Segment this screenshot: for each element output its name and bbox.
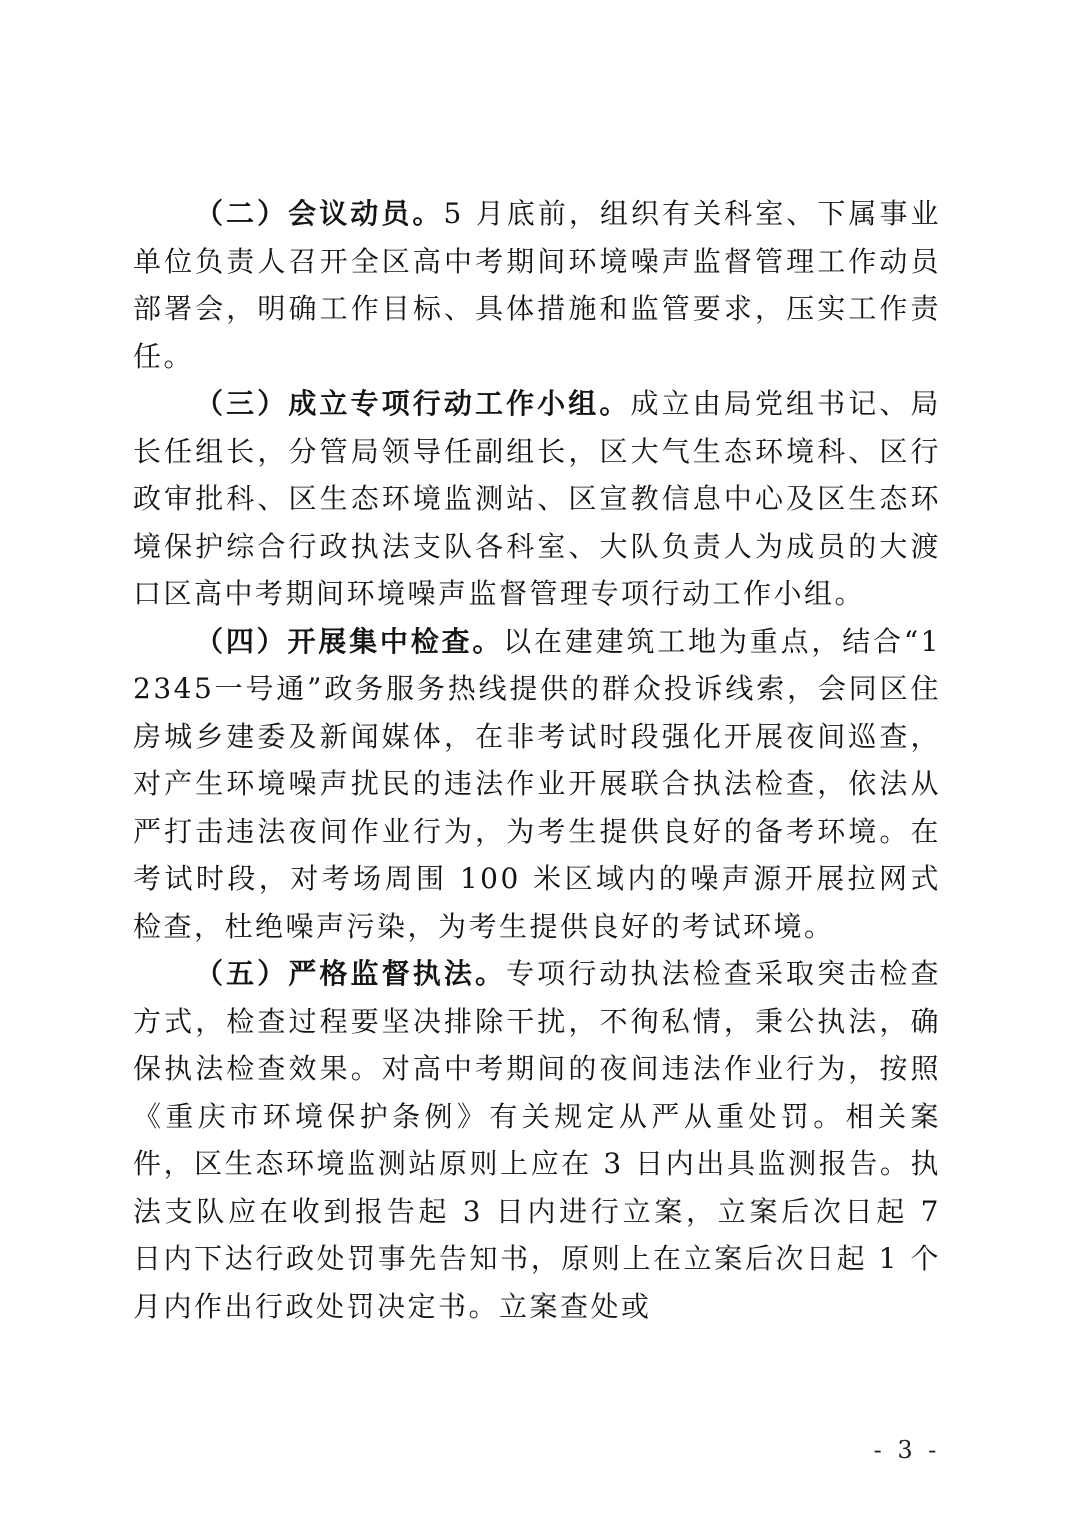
paragraph-heading: （三）成立专项行动工作小组。: [195, 387, 631, 420]
paragraph-heading: （五）严格监督执法。: [195, 957, 507, 990]
paragraph-working-group: [133, 380, 941, 618]
paragraph-text: 以在建建筑工地为重点，结合“12345一号通”政务服务热线提供的群众投诉线索，会同区住房城乡建委及新闻媒体，在非考试时段强化开展夜间巡查，对产生环境噪声扰民的违法作业开展联合执法检查，依法从严打击违法夜间作业行为，为考生提供良好的备考环境。在考试时段，对考场周围 100 米区域内的噪声源开展拉网式检查，杜绝噪声污染，为考生提供良好的考试环境。: [133, 624, 941, 943]
paragraph-meeting-mobilization: [133, 190, 941, 380]
paragraph-centralized-inspection: [133, 618, 941, 951]
paragraph-heading: （二）会议动员。: [195, 197, 444, 230]
paragraph-strict-enforcement: [133, 950, 941, 1330]
paragraph-text: 成立由局党组书记、局长任组长，分管局领导任副组长，区大气生态环境科、区行政审批科、区生态环境监测站、区宣教信息中心及区生态环境保护综合行政执法支队各科室、大队负责人为成员的大渡口区高中考期间环境噪声监督管理专项行动工作小组。: [133, 387, 941, 610]
paragraph-heading: （四）开展集中检查。: [195, 624, 504, 658]
page-number: - 3 -: [873, 1436, 941, 1464]
document-body: [133, 190, 941, 1330]
paragraph-text: 5 月底前，组织有关科室、下属事业单位负责人召开全区高中考期间环境噪声监督管理工作动员部署会，明确工作目标、具体措施和监管要求，压实工作责任。: [133, 197, 941, 373]
paragraph-text: 专项行动执法检查采取突击检查方式，检查过程要坚决排除干扰，不徇私情，秉公执法，确保执法检查效果。对高中考期间的夜间违法作业行为，按照《重庆市环境保护条例》有关规定从严从重处罚。相关案件，区生态环境监测站原则上应在 3 日内出具监测报告。执法支队应在收到报告起 3 日内进行立案，立案后次日起 7 日内下达行政处罚事先告知书，原则上在立案后次日起 1 个月内作出行政处罚决定书。立案查处或: [133, 957, 941, 1323]
